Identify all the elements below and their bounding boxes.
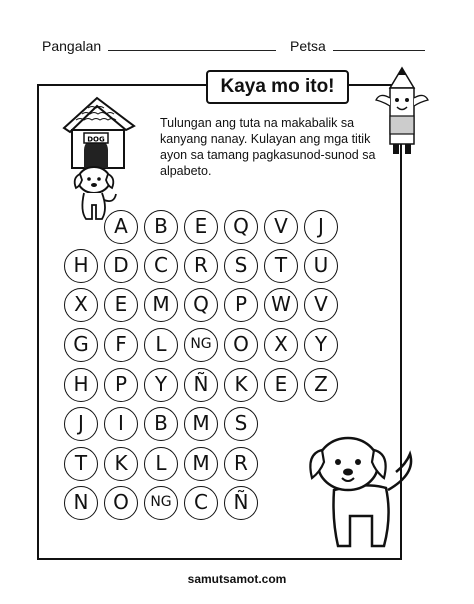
doghouse-puppy-illustration xyxy=(42,90,152,230)
letter-circle[interactable]: T xyxy=(264,249,298,283)
letter-circle[interactable]: V xyxy=(264,210,298,244)
letter-circle[interactable]: K xyxy=(224,368,258,402)
letter-circle[interactable]: L xyxy=(144,447,178,481)
letter-circle[interactable]: X xyxy=(64,288,98,322)
letter-circle[interactable]: G xyxy=(64,328,98,362)
letter-circle[interactable]: P xyxy=(104,368,138,402)
letter-circle[interactable]: R xyxy=(184,249,218,283)
date-field xyxy=(290,38,425,54)
letter-circle[interactable]: Ñ xyxy=(224,486,258,520)
letter-circle[interactable]: Z xyxy=(304,368,338,402)
letter-circle[interactable]: M xyxy=(184,407,218,441)
name-label: Pangalan xyxy=(42,38,102,54)
letter-circle[interactable]: N xyxy=(64,486,98,520)
letter-circle[interactable]: L xyxy=(144,328,178,362)
letter-circle[interactable]: O xyxy=(224,328,258,362)
letter-circle[interactable]: B xyxy=(144,407,178,441)
letter-circle[interactable]: J xyxy=(64,407,98,441)
letter-circle[interactable]: P xyxy=(224,288,258,322)
letter-circle[interactable]: H xyxy=(64,368,98,402)
letter-circle[interactable]: B xyxy=(144,210,178,244)
letter-circle[interactable]: Y xyxy=(144,368,178,402)
letter-circle[interactable]: K xyxy=(104,447,138,481)
date-label: Petsa xyxy=(290,38,326,54)
date-line[interactable] xyxy=(333,38,425,51)
doghouse-sign-text: DOG xyxy=(87,135,105,144)
encouragement-banner: Kaya mo ito! xyxy=(206,70,349,104)
letter-circle[interactable]: Ñ xyxy=(184,368,218,402)
letter-circle[interactable]: D xyxy=(104,249,138,283)
letter-circle[interactable]: Y xyxy=(304,328,338,362)
letter-circle[interactable]: E xyxy=(184,210,218,244)
letter-circle[interactable]: C xyxy=(184,486,218,520)
letter-circle[interactable]: R xyxy=(224,447,258,481)
letter-circle[interactable]: H xyxy=(64,249,98,283)
letter-circle[interactable]: M xyxy=(184,447,218,481)
letter-circle[interactable]: I xyxy=(104,407,138,441)
dog-mother-illustration xyxy=(304,430,424,552)
letter-circle[interactable]: NG xyxy=(144,486,178,520)
instructions-text: Tulungan ang tuta na makabalik sa kanyang nanay. Kulayan ang mga titik ayon sa tamang pagkasunod-sunod sa alpabeto. xyxy=(160,116,376,178)
letter-circle[interactable]: O xyxy=(104,486,138,520)
letter-circle[interactable]: W xyxy=(264,288,298,322)
letter-circle[interactable]: A xyxy=(104,210,138,244)
letter-circle[interactable]: Q xyxy=(184,288,218,322)
letter-circle[interactable]: NG xyxy=(184,328,218,362)
name-line[interactable] xyxy=(108,38,276,51)
letter-circle[interactable]: M xyxy=(144,288,178,322)
letter-circle[interactable]: C xyxy=(144,249,178,283)
letter-circle[interactable]: S xyxy=(224,407,258,441)
footer-website: samutsamot.com xyxy=(187,572,287,586)
letter-circle[interactable]: F xyxy=(104,328,138,362)
name-field xyxy=(42,38,276,54)
letter-circle[interactable]: U xyxy=(304,249,338,283)
letter-circle[interactable]: E xyxy=(104,288,138,322)
letter-circle[interactable]: S xyxy=(224,249,258,283)
letter-circle[interactable]: E xyxy=(264,368,298,402)
letter-circle[interactable]: T xyxy=(64,447,98,481)
letter-circle[interactable]: V xyxy=(304,288,338,322)
letter-circle[interactable]: X xyxy=(264,328,298,362)
letter-circle[interactable]: Q xyxy=(224,210,258,244)
letter-circle[interactable]: J xyxy=(304,210,338,244)
